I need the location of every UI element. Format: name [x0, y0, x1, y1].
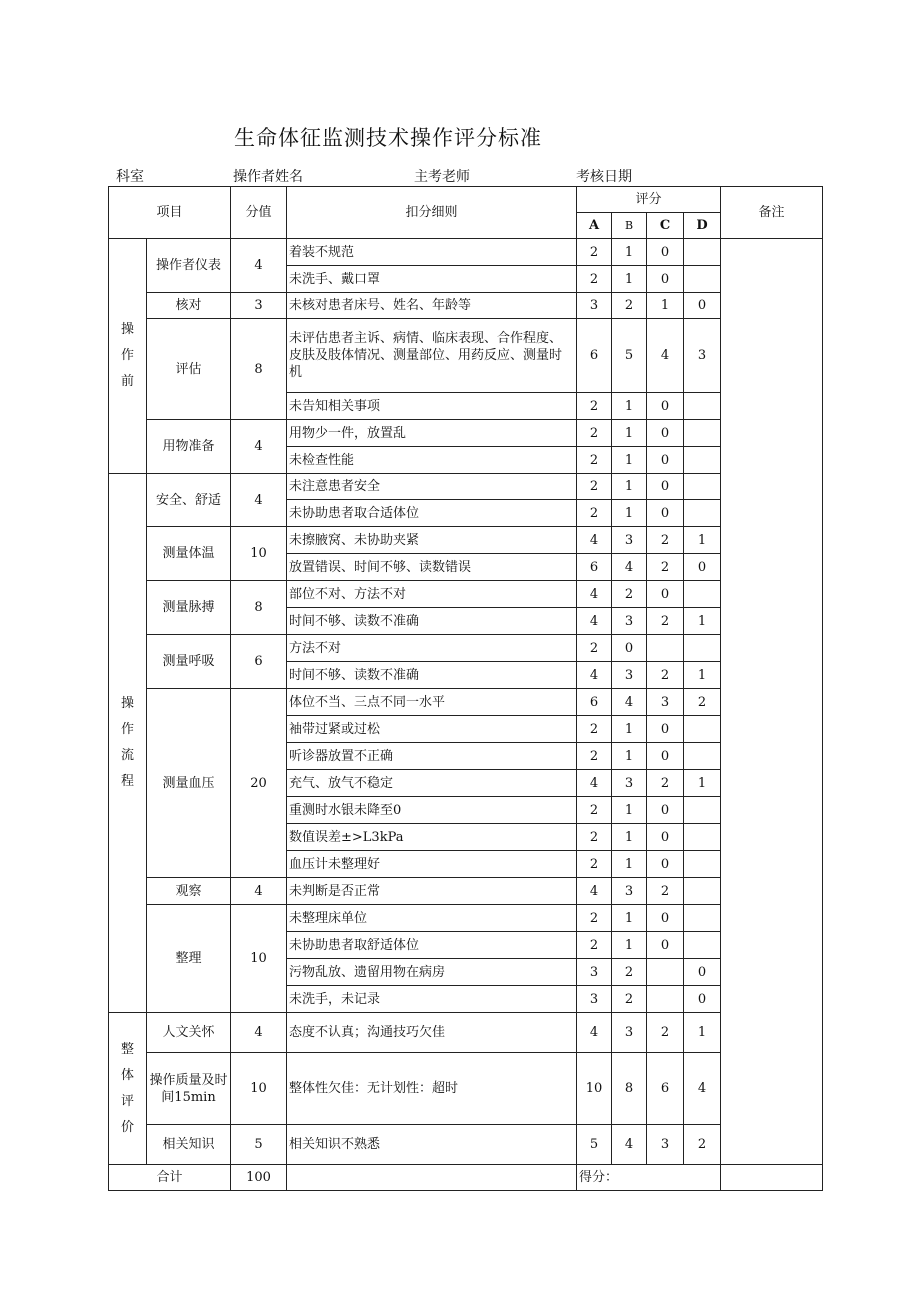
grade-b: 3 — [612, 527, 647, 554]
grade-b: 1 — [612, 266, 647, 293]
deduction-detail: 态度不认真；沟通技巧欠佳 — [287, 1013, 577, 1053]
table-row — [109, 1053, 823, 1125]
item-score: 5 — [231, 1125, 287, 1165]
grade-d: 1 — [684, 1013, 721, 1053]
grade-a: 2 — [577, 824, 612, 851]
deduction-detail: 放置错误、时间不够、读数错误 — [287, 554, 577, 581]
grade-c: 2 — [647, 527, 684, 554]
header-c: C — [647, 213, 684, 239]
item-score: 4 — [231, 420, 287, 474]
item-name: 测量血压 — [147, 689, 231, 878]
grade-b: 1 — [612, 447, 647, 474]
total-remark-empty — [721, 1165, 823, 1191]
grade-a: 2 — [577, 447, 612, 474]
grade-a: 6 — [577, 554, 612, 581]
grade-b: 8 — [612, 1053, 647, 1125]
grade-b: 3 — [612, 608, 647, 635]
header-detail: 扣分细则 — [287, 187, 577, 239]
item-name: 测量呼吸 — [147, 635, 231, 689]
grade-d — [684, 797, 721, 824]
grade-a: 6 — [577, 319, 612, 393]
grade-a: 2 — [577, 420, 612, 447]
deduction-detail: 未告知相关事项 — [287, 393, 577, 420]
grade-b: 1 — [612, 474, 647, 500]
grade-c: 0 — [647, 851, 684, 878]
grade-a: 2 — [577, 797, 612, 824]
item-name: 评估 — [147, 319, 231, 420]
grade-d: 0 — [684, 554, 721, 581]
grade-d: 0 — [684, 959, 721, 986]
grade-a: 10 — [577, 1053, 612, 1125]
grade-b: 1 — [612, 716, 647, 743]
grade-c: 2 — [647, 662, 684, 689]
item-score: 6 — [231, 635, 287, 689]
deduction-detail: 未协助患者取合适体位 — [287, 500, 577, 527]
remark-cell — [721, 239, 823, 1165]
deduction-detail: 未检查性能 — [287, 447, 577, 474]
total-row — [109, 1165, 823, 1191]
grade-c: 0 — [647, 905, 684, 932]
grade-b: 3 — [612, 770, 647, 797]
grade-a: 3 — [577, 293, 612, 319]
date-label: 考核日期 — [576, 169, 632, 185]
examiner-label: 主考老师 — [414, 169, 470, 185]
table-row — [109, 635, 823, 662]
header-rating: 评分 — [577, 187, 721, 213]
grade-d — [684, 932, 721, 959]
grade-b: 1 — [612, 824, 647, 851]
grade-d — [684, 393, 721, 420]
item-name: 相关知识 — [147, 1125, 231, 1165]
item-name: 安全、舒适 — [147, 474, 231, 527]
grade-c: 4 — [647, 319, 684, 393]
grade-d — [684, 716, 721, 743]
grade-b: 0 — [612, 635, 647, 662]
header-remark: 备注 — [721, 187, 823, 239]
header-a: A — [577, 213, 612, 239]
grade-d — [684, 239, 721, 266]
grade-c: 0 — [647, 474, 684, 500]
deduction-detail: 相关知识不熟悉 — [287, 1125, 577, 1165]
grade-b: 3 — [612, 878, 647, 905]
operator-label: 操作者姓名 — [233, 169, 303, 185]
grade-b: 2 — [612, 581, 647, 608]
grade-a: 2 — [577, 932, 612, 959]
table-row — [109, 527, 823, 554]
total-score: 100 — [231, 1165, 287, 1191]
header-score: 分值 — [231, 187, 287, 239]
grade-c: 0 — [647, 824, 684, 851]
deduction-detail: 数值误差±>L3kPa — [287, 824, 577, 851]
dept-label: 科室 — [116, 169, 144, 185]
table-row — [109, 689, 823, 716]
grade-a: 4 — [577, 527, 612, 554]
grade-a: 4 — [577, 662, 612, 689]
grade-c: 2 — [647, 770, 684, 797]
grade-c: 0 — [647, 716, 684, 743]
deduction-detail: 部位不对、方法不对 — [287, 581, 577, 608]
deduction-detail: 用物少一件，放置乱 — [287, 420, 577, 447]
grade-a: 4 — [577, 1013, 612, 1053]
deduction-detail: 体位不当、三点不同一水平 — [287, 689, 577, 716]
grade-a: 4 — [577, 878, 612, 905]
grade-b: 1 — [612, 932, 647, 959]
deduction-detail: 时间不够、读数不准确 — [287, 662, 577, 689]
grade-b: 1 — [612, 905, 647, 932]
item-name: 整理 — [147, 905, 231, 1013]
deduction-detail: 未判断是否正常 — [287, 878, 577, 905]
grade-d: 4 — [684, 1053, 721, 1125]
grade-b: 4 — [612, 689, 647, 716]
grade-c: 3 — [647, 1125, 684, 1165]
result-label: 得分： — [577, 1165, 721, 1191]
grade-d — [684, 420, 721, 447]
item-score: 10 — [231, 1053, 287, 1125]
item-name: 用物准备 — [147, 420, 231, 474]
grade-d: 0 — [684, 293, 721, 319]
deduction-detail: 污物乱放、遗留用物在病房 — [287, 959, 577, 986]
category-pre: 操 作 前 — [109, 239, 147, 474]
deduction-detail: 未评估患者主诉、病情、临床表现、合作程度、皮肤及肢体情况、测量部位、用药反应、测量时机 — [287, 319, 577, 393]
grade-c: 0 — [647, 447, 684, 474]
grade-c: 1 — [647, 293, 684, 319]
grade-d: 2 — [684, 689, 721, 716]
table-row — [109, 293, 823, 319]
grade-c: 6 — [647, 1053, 684, 1125]
item-name: 操作者仪表 — [147, 239, 231, 293]
grade-c — [647, 635, 684, 662]
grade-a: 2 — [577, 635, 612, 662]
deduction-detail: 整体性欠佳：无计划性：超时 — [287, 1053, 577, 1125]
table-row — [109, 474, 823, 500]
grade-c: 0 — [647, 797, 684, 824]
grade-c: 2 — [647, 554, 684, 581]
grade-a: 4 — [577, 770, 612, 797]
grade-a: 2 — [577, 851, 612, 878]
grade-c — [647, 959, 684, 986]
item-name: 人文关怀 — [147, 1013, 231, 1053]
grade-d: 0 — [684, 986, 721, 1013]
grade-d: 3 — [684, 319, 721, 393]
deduction-detail: 充气、放气不稳定 — [287, 770, 577, 797]
item-score: 20 — [231, 689, 287, 878]
item-name: 核对 — [147, 293, 231, 319]
item-score: 4 — [231, 1013, 287, 1053]
grade-b: 1 — [612, 393, 647, 420]
category-overall: 整 体 评 价 — [109, 1013, 147, 1165]
grade-d — [684, 266, 721, 293]
deduction-detail: 着装不规范 — [287, 239, 577, 266]
category-process: 操 作 流 程 — [109, 474, 147, 1013]
header-b: B — [612, 213, 647, 239]
grade-b: 5 — [612, 319, 647, 393]
grade-d — [684, 878, 721, 905]
grade-b: 1 — [612, 420, 647, 447]
deduction-detail: 未洗手，未记录 — [287, 986, 577, 1013]
grade-b: 3 — [612, 662, 647, 689]
item-score: 10 — [231, 905, 287, 1013]
grade-b: 4 — [612, 554, 647, 581]
item-score: 4 — [231, 878, 287, 905]
grade-a: 2 — [577, 393, 612, 420]
grade-a: 3 — [577, 986, 612, 1013]
table-row — [109, 420, 823, 447]
grade-c: 0 — [647, 500, 684, 527]
grade-a: 5 — [577, 1125, 612, 1165]
grade-d — [684, 824, 721, 851]
grade-a: 2 — [577, 266, 612, 293]
table-row — [109, 581, 823, 608]
deduction-detail: 方法不对 — [287, 635, 577, 662]
deduction-detail: 血压计未整理好 — [287, 851, 577, 878]
deduction-detail: 未注意患者安全 — [287, 474, 577, 500]
grade-d: 1 — [684, 527, 721, 554]
grade-c — [647, 986, 684, 1013]
header-item: 项目 — [109, 187, 231, 239]
grade-d: 1 — [684, 662, 721, 689]
grade-a: 2 — [577, 239, 612, 266]
deduction-detail: 重测时水银未降至0 — [287, 797, 577, 824]
grade-a: 2 — [577, 905, 612, 932]
deduction-detail: 未整理床单位 — [287, 905, 577, 932]
grade-c: 0 — [647, 393, 684, 420]
table-row — [109, 239, 823, 266]
item-name: 测量脉搏 — [147, 581, 231, 635]
item-score: 4 — [231, 239, 287, 293]
grade-c: 2 — [647, 1013, 684, 1053]
deduction-detail: 未协助患者取舒适体位 — [287, 932, 577, 959]
item-name: 操作质量及时间15min — [147, 1053, 231, 1125]
item-score: 3 — [231, 293, 287, 319]
score-table — [108, 186, 823, 1191]
item-score: 10 — [231, 527, 287, 581]
grade-a: 3 — [577, 959, 612, 986]
grade-a: 4 — [577, 608, 612, 635]
header-d: D — [684, 213, 721, 239]
grade-b: 2 — [612, 293, 647, 319]
item-name: 测量体温 — [147, 527, 231, 581]
table-row — [109, 1125, 823, 1165]
grade-d — [684, 500, 721, 527]
grade-b: 1 — [612, 239, 647, 266]
deduction-detail: 未核对患者床号、姓名、年龄等 — [287, 293, 577, 319]
grade-a: 2 — [577, 716, 612, 743]
grade-a: 6 — [577, 689, 612, 716]
deduction-detail: 听诊器放置不正确 — [287, 743, 577, 770]
grade-c: 0 — [647, 581, 684, 608]
grade-b: 1 — [612, 743, 647, 770]
grade-a: 2 — [577, 500, 612, 527]
item-score: 8 — [231, 581, 287, 635]
grade-d — [684, 635, 721, 662]
grade-d: 2 — [684, 1125, 721, 1165]
grade-b: 2 — [612, 986, 647, 1013]
grade-c: 0 — [647, 239, 684, 266]
item-score: 4 — [231, 474, 287, 527]
grade-d — [684, 851, 721, 878]
grade-b: 3 — [612, 1013, 647, 1053]
grade-d — [684, 581, 721, 608]
table-row — [109, 905, 823, 932]
grade-d: 1 — [684, 608, 721, 635]
grade-b: 2 — [612, 959, 647, 986]
grade-c: 0 — [647, 266, 684, 293]
deduction-detail: 袖带过紧或过松 — [287, 716, 577, 743]
total-detail-empty — [287, 1165, 577, 1191]
item-score: 8 — [231, 319, 287, 420]
grade-d — [684, 905, 721, 932]
total-label: 合计 — [109, 1165, 231, 1191]
page-title: 生命体征监测技术操作评分标准 — [234, 126, 542, 150]
grade-d — [684, 743, 721, 770]
grade-c: 2 — [647, 878, 684, 905]
deduction-detail: 未洗手、戴口罩 — [287, 266, 577, 293]
table-row — [109, 319, 823, 393]
grade-b: 1 — [612, 500, 647, 527]
deduction-detail: 未擦腋窝、未协助夹紧 — [287, 527, 577, 554]
grade-d — [684, 447, 721, 474]
grade-a: 4 — [577, 581, 612, 608]
grade-c: 0 — [647, 932, 684, 959]
deduction-detail: 时间不够、读数不准确 — [287, 608, 577, 635]
grade-b: 1 — [612, 851, 647, 878]
table-row — [109, 878, 823, 905]
grade-d — [684, 474, 721, 500]
grade-d: 1 — [684, 770, 721, 797]
table-row — [109, 1013, 823, 1053]
grade-a: 2 — [577, 743, 612, 770]
grade-c: 0 — [647, 743, 684, 770]
grade-b: 1 — [612, 797, 647, 824]
item-name: 观察 — [147, 878, 231, 905]
grade-c: 0 — [647, 420, 684, 447]
grade-a: 2 — [577, 474, 612, 500]
grade-c: 3 — [647, 689, 684, 716]
grade-b: 4 — [612, 1125, 647, 1165]
grade-c: 2 — [647, 608, 684, 635]
